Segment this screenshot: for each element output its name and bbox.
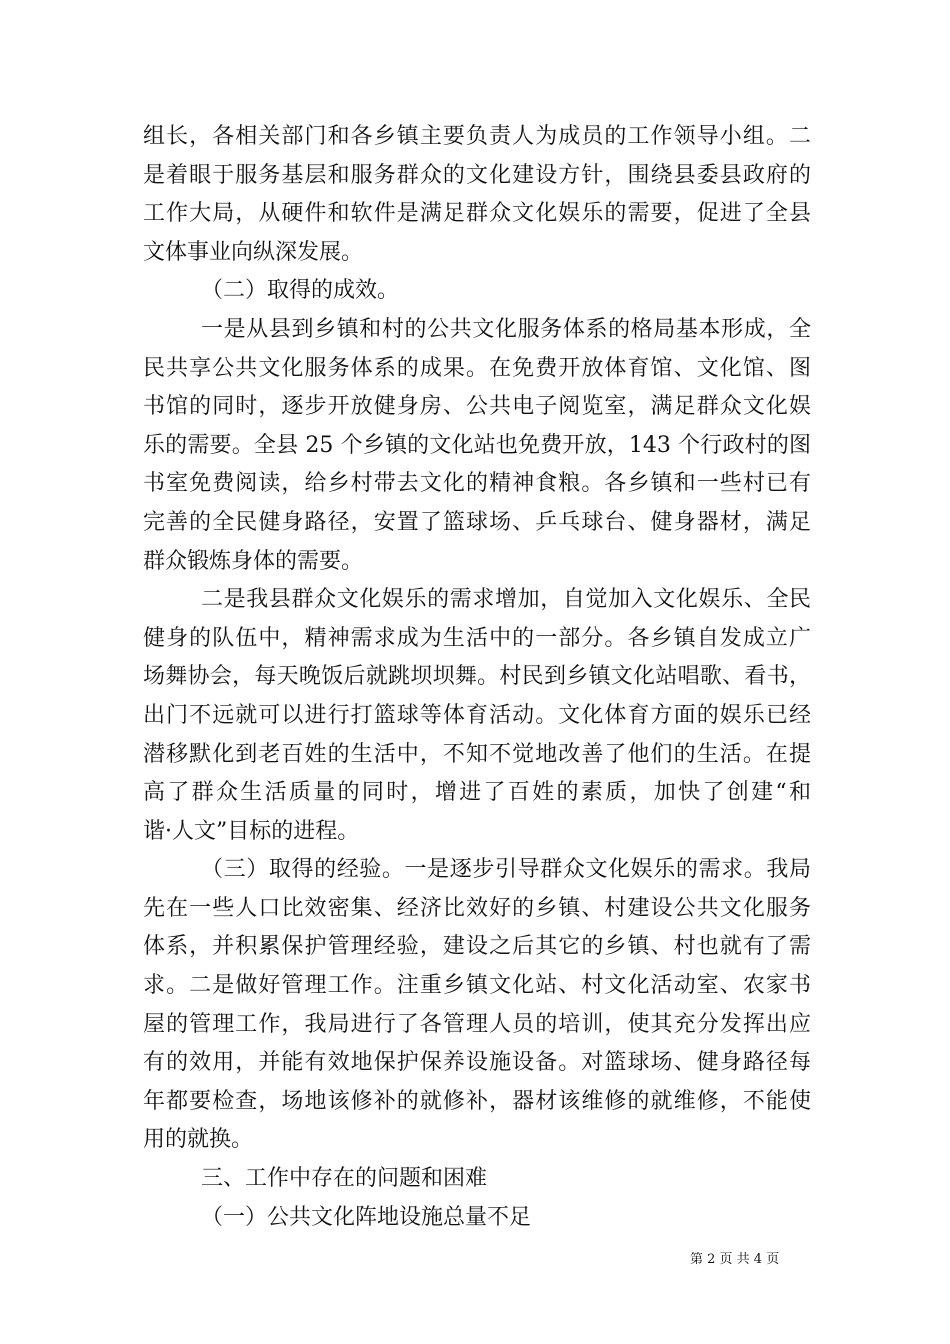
text-line: 完善的全民健身路径，安置了篮球场、乒乓球台、健身器材，满足 — [143, 509, 811, 535]
text-line: 高了群众生活质量的同时，增进了百姓的素质，加快了创建“和 — [143, 780, 811, 806]
text-line: 谐·人文”目标的进程。 — [143, 818, 360, 844]
text-line: 三、工作中存在的问题和困难 — [201, 1166, 488, 1192]
text-line: 二是我县群众文化娱乐的需求增加，自觉加入文化娱乐、全民 — [201, 587, 811, 613]
text-line: 用的就换。 — [143, 1127, 254, 1153]
text-line: 屋的管理工作，我局进行了各管理人员的培训，使其充分发挥出应 — [143, 1011, 811, 1037]
text-line: 民共享公共文化服务体系的成果。在免费开放体育馆、文化馆、图 — [143, 355, 811, 381]
text-line: 潜移默化到老百姓的生活中，不知不觉地改善了他们的生活。在提 — [143, 741, 811, 767]
page-number: 第 2 页 共 4 页 — [690, 1252, 780, 1267]
text-line: 组长，各相关部门和各乡镇主要负责人为成员的工作领导小组。二 — [143, 124, 811, 149]
text-line: 乐的需要。全县 25 个乡镇的文化站也免费开放，143 个行政村的图 — [143, 432, 811, 458]
text-line: （二）取得的成效。 — [201, 278, 400, 304]
text-line: 书室免费阅读，给乡村带去文化的精神食粮。各乡镇和一些村已有 — [143, 471, 811, 497]
text-line: 群众锻炼身体的需要。 — [143, 548, 364, 574]
text-line: 书馆的同时，逐步开放健身房、公共电子阅览室，满足群众文化娱 — [143, 394, 811, 420]
text-line: 健身的队伍中，精神需求成为生活中的一部分。各乡镇自发成立广 — [143, 625, 811, 651]
text-line: 先在一些人口比效密集、经济比效好的乡镇、村建设公共文化服务 — [143, 895, 811, 921]
text-line: 是着眼于服务基层和服务群众的文化建设方针，围绕县委县政府的 — [143, 162, 811, 188]
text-line: 一是从县到乡镇和村的公共文化服务体系的格局基本形成，全 — [201, 316, 811, 342]
text-line: 工作大局，从硬件和软件是满足群众文化娱乐的需要，促进了全县 — [143, 201, 811, 227]
text-line: （一）公共文化阵地设施总量不足 — [201, 1204, 532, 1230]
text-line: 文体事业向纵深发展。 — [143, 239, 364, 265]
text-line: 体系，并积累保护管理经验，建设之后其它的乡镇、村也就有了需 — [143, 934, 811, 960]
text-line: 求。二是做好管理工作。注重乡镇文化站、村文化活动室、农家书 — [143, 973, 811, 999]
text-line: 场舞协会，每天晚饭后就跳坝坝舞。村民到乡镇文化站唱歌、看书， — [143, 664, 811, 690]
body-text — [143, 118, 811, 1237]
text-line: 年都要检查，场地该修补的就修补，器材该维修的就维修，不能使 — [143, 1088, 811, 1114]
text-line: 出门不远就可以进行打篮球等体育活动。文化体育方面的娱乐已经 — [143, 702, 811, 728]
text-line: 有的效用，并能有效地保护保养设施设备。对篮球场、健身路径每 — [143, 1050, 811, 1076]
text-line: （三）取得的经验。一是逐步引导群众文化娱乐的需求。我局 — [201, 857, 811, 883]
